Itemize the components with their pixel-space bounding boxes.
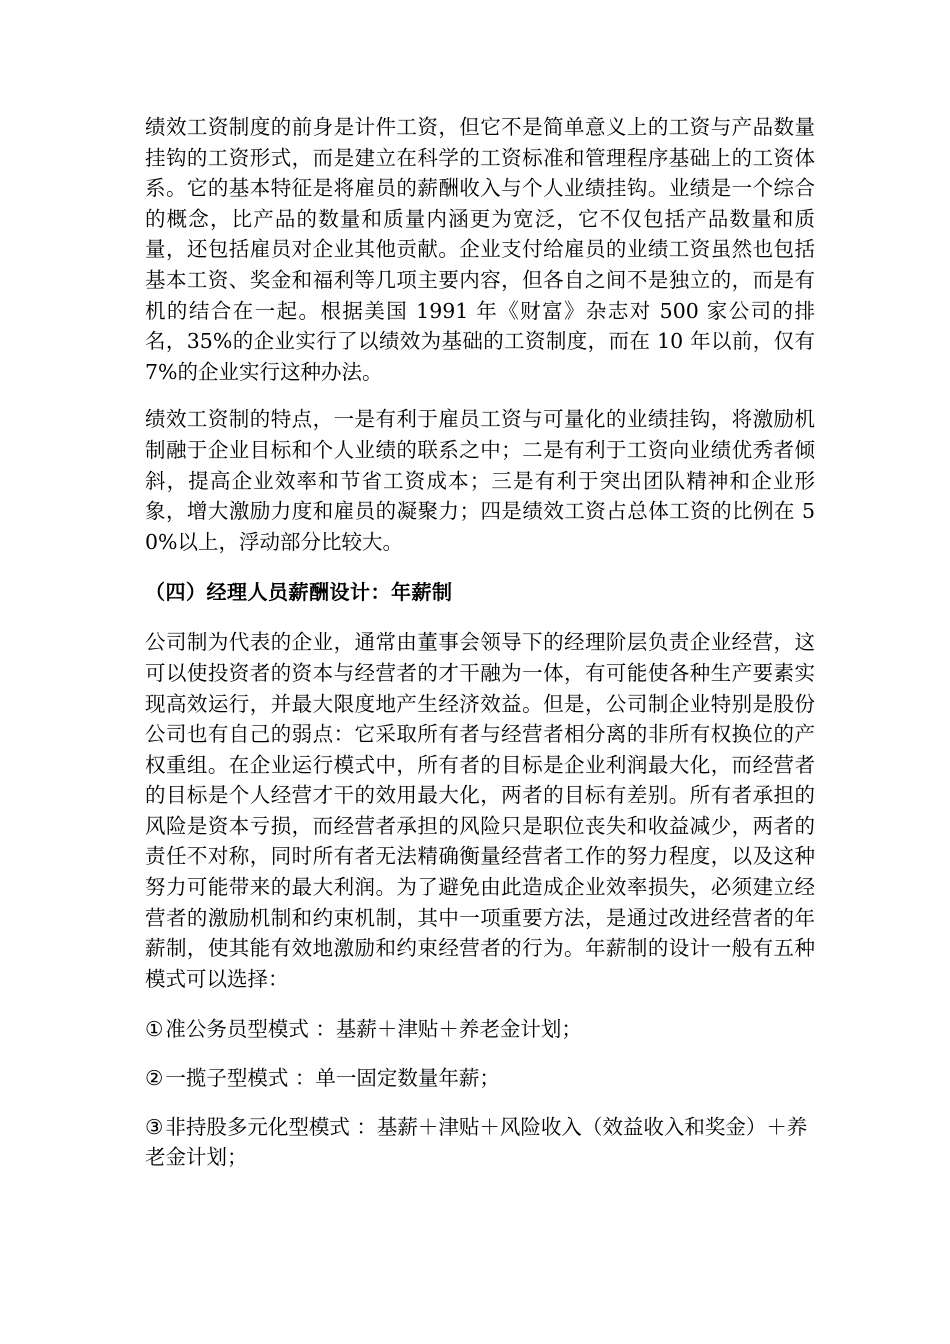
list-item [145, 1112, 815, 1173]
section-heading: （四）经理人员薪酬设计：年薪制 [145, 580, 453, 605]
document-page [145, 112, 815, 1191]
paragraph-annual-salary: 公司制为代表的企业，通常由董事会领导下的经理阶层负责企业经营，这可以使投资者的资本与经营者的才干融为一体，有可能使各种生产要素实现高效运行，并最大限度地产生经济效益。但是，公司制企业特别是股份公司也有自己的弱点：它采取所有者与经营者相分离的非所有权换位的产权重组。在企业运行模式中，所有者的目标是企业利润最大化，而经营者的目标是个人经营才干的效用最大化，两者的目标有差别。所有者承担的风险是资本亏损，而经营者承担的风险只是职位丧失和收益减少，两者的责任不对称，同时所有者无法精确衡量经营者工作的努力程度，以及这种努力可能带来的最大利润。为了避免由此造成企业效率损失，必须建立经营者的激励机制和约束机制，其中一项重要方法，是通过改进经营者的年薪制，使其能有效地激励和约束经营者的行为。年薪制的设计一般有五种模式可以选择： [145, 630, 815, 991]
list-item-text: 准公务员型模式 ：基薪＋津贴＋养老金计划； [165, 1017, 582, 1042]
list-marker: ② [145, 1066, 164, 1091]
list-item [145, 1014, 815, 1045]
list-marker: ③ [145, 1114, 164, 1139]
list-item-text: 一揽子型模式 ：单一固定数量年薪； [165, 1066, 500, 1091]
paragraph-performance-pay-features: 绩效工资制的特点，一是有利于雇员工资与可量化的业绩挂钩，将激励机制融于企业目标和个人业绩的联系之中；二是有利于工资向业绩优秀者倾斜，提高企业效率和节省工资成本；三是有利于突出团队精神和企业形象，增大激励力度和雇员的凝聚力；四是绩效工资占总体工资的比例在 50%以上，浮动部分比较大。 [145, 407, 815, 554]
list-item [145, 1063, 815, 1094]
paragraph-performance-pay-origin: 绩效工资制度的前身是计件工资，但它不是简单意义上的工资与产品数量挂钩的工资形式，而是建立在科学的工资标准和管理程序基础上的工资体系。它的基本特征是将雇员的薪酬收入与个人业绩挂钩。业绩是一个综合的概念，比产品的数量和质量内涵更为宽泛，它不仅包括产品数量和质量，还包括雇员对企业其他贡献。企业支付给雇员的业绩工资虽然也包括基本工资、奖金和福利等几项主要内容，但各自之间不是独立的，而是有机的结合在一起。根据美国 1991 年《财富》杂志对 500 家公司的排名，35%的企业实行了以绩效为基础的工资制度，而在 10 年以前，仅有 7%的企业实行这种办法。 [145, 115, 815, 384]
list-marker: ① [145, 1017, 164, 1042]
list-item-text: 非持股多元化型模式 ：基薪＋津贴＋风险收入（效益收入和奖金）＋养老金计划； [145, 1114, 808, 1170]
